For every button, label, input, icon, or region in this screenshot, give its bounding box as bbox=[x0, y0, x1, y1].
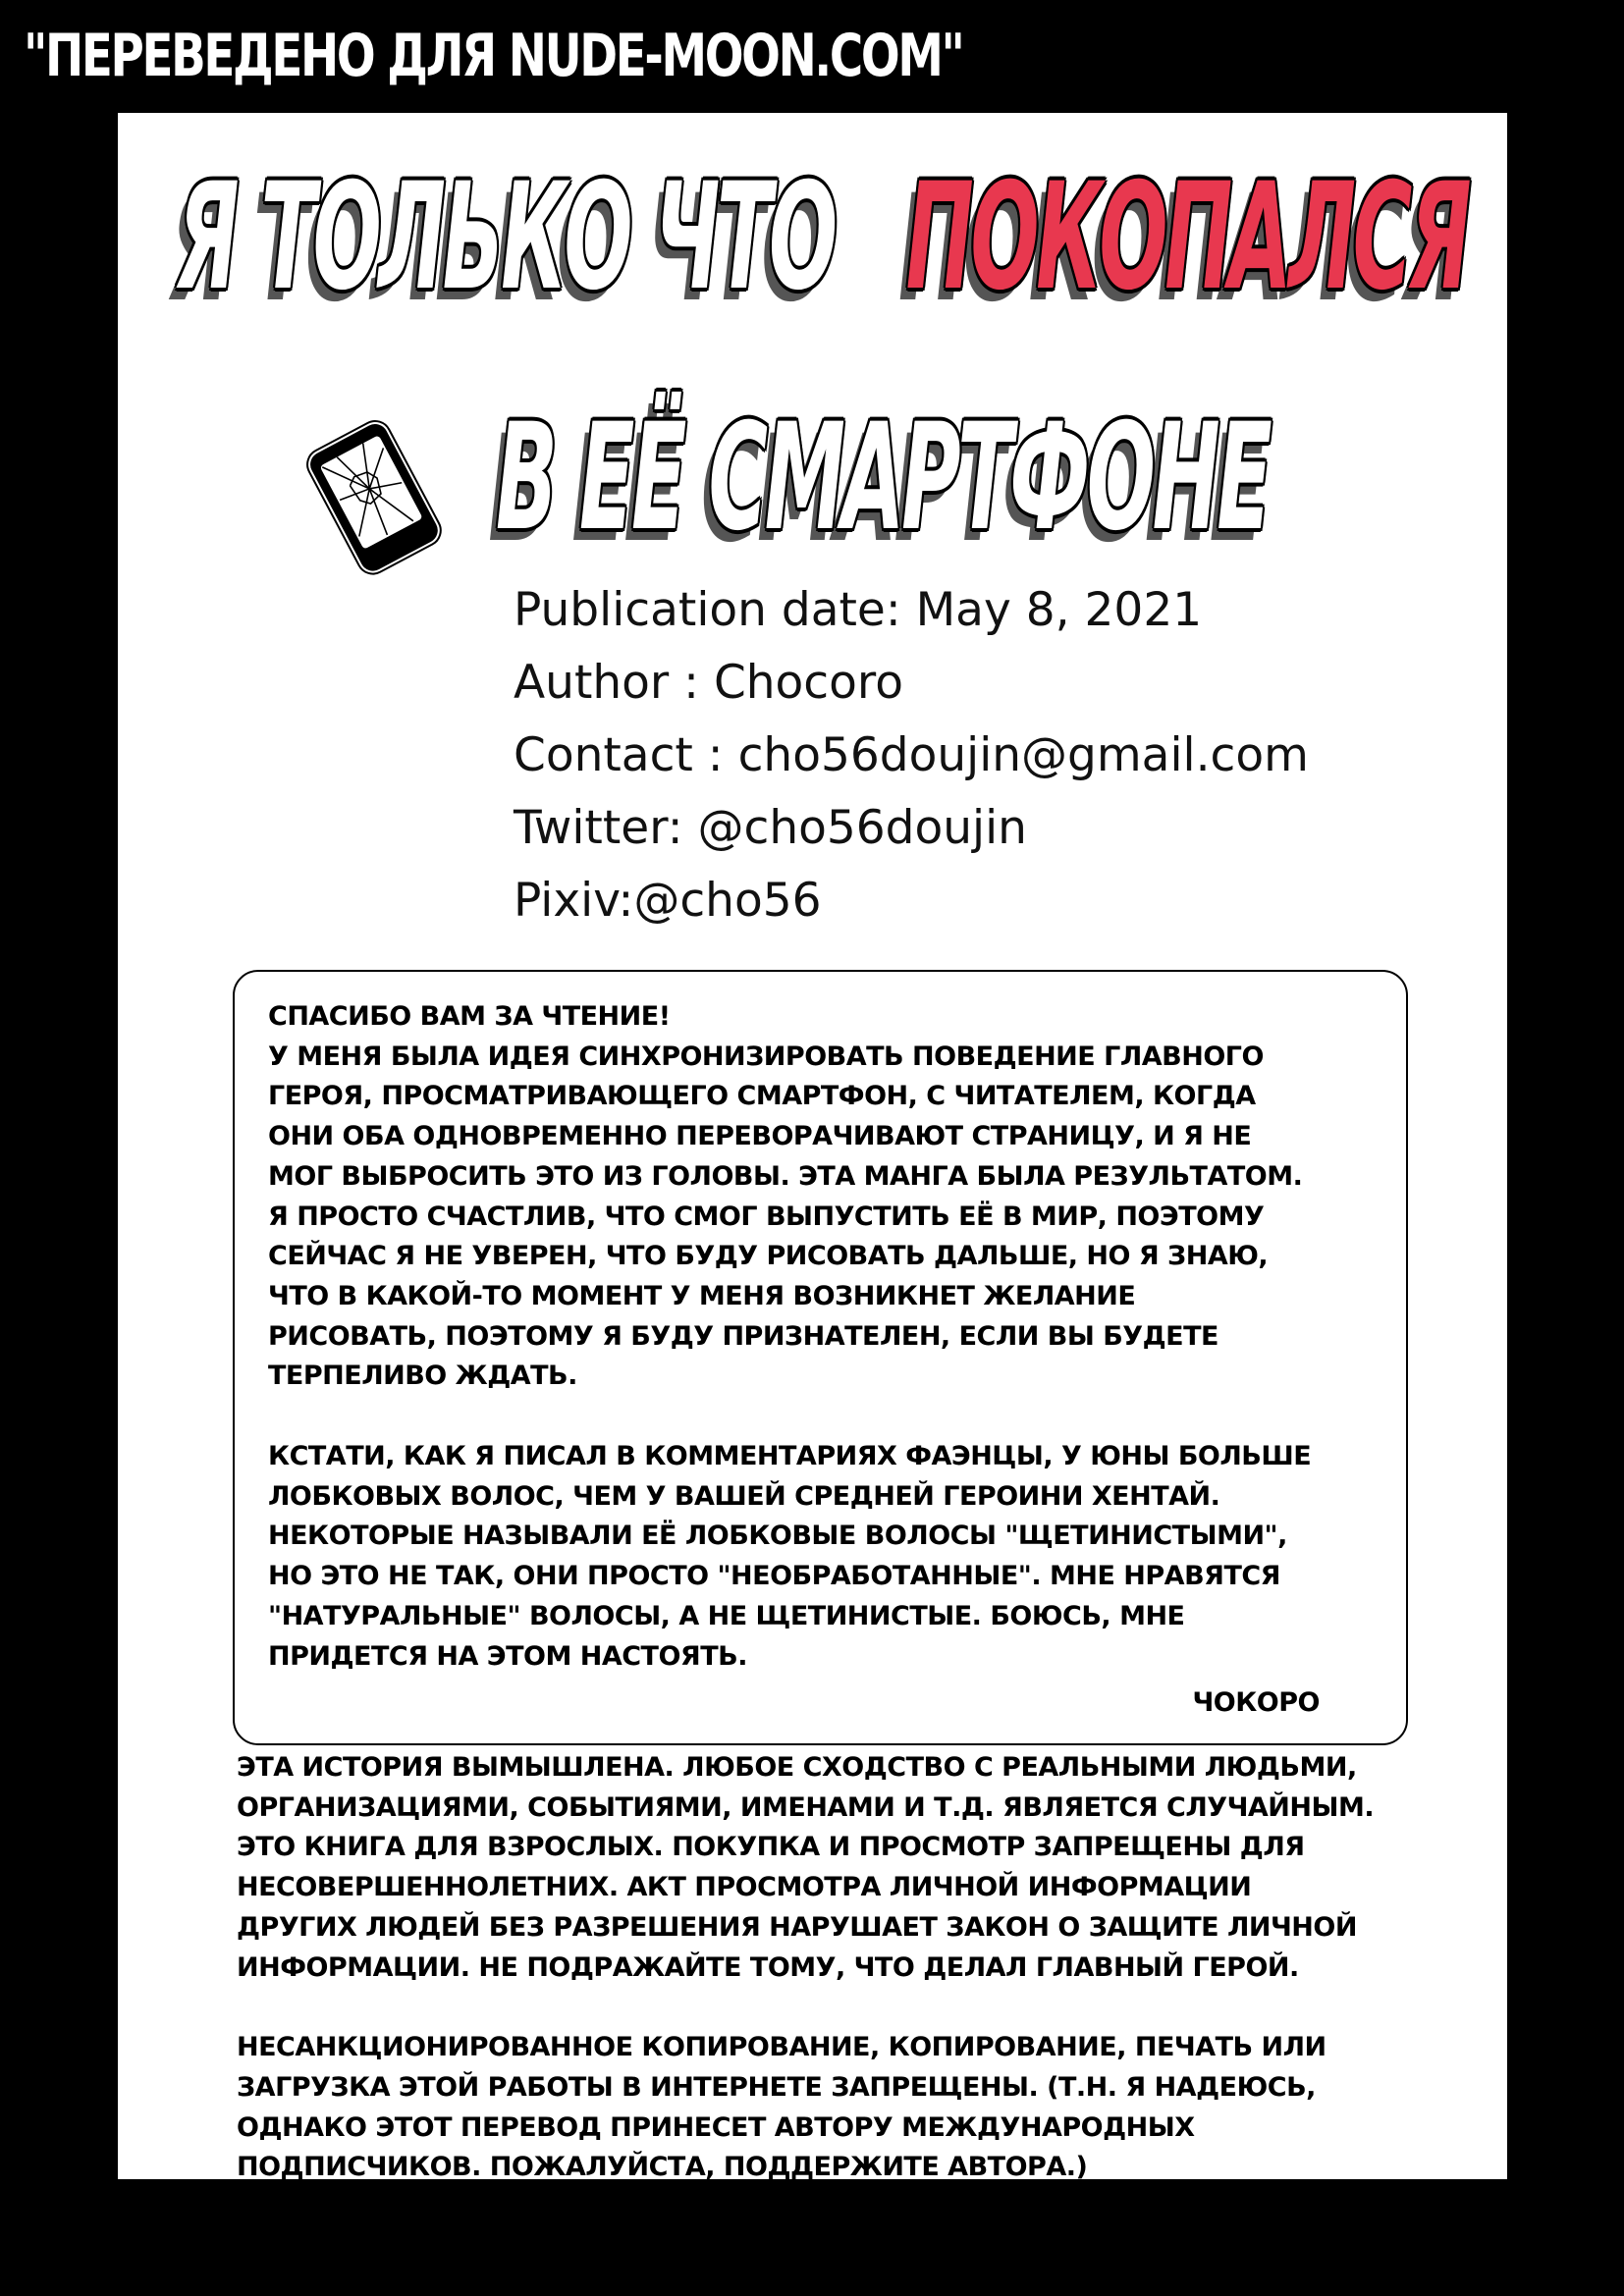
pixiv-handle: Pixiv:@cho56 bbox=[514, 874, 822, 928]
contact-email: Contact : cho56doujin@gmail.com bbox=[514, 728, 1309, 782]
author-note-paragraph-1: СПАСИБО ВАМ ЗА ЧТЕНИЕ! У МЕНЯ БЫЛА ИДЕЯ СИНХРОНИЗИРОВАТЬ ПОВЕДЕНИЕ ГЛАВНОГО ГЕРОЯ, ПРОСМАТРИВАЮЩЕГО СМАРТФОН, С ЧИТАТЕЛЕМ, КОГДА ОНИ ОБА ОДНОВРЕМЕННО ПЕРЕВОРАЧИВАЮТ СТРАНИЦУ, И Я НЕ МОГ ВЫБРОСИТЬ ЭТО ИЗ ГОЛОВЫ. ЭТА МАНГА БЫЛА РЕЗУЛЬТАТОМ. Я ПРОСТО СЧАСТЛИВ, ЧТО СМОГ ВЫПУСТИТЬ ЕЁ В МИР, ПОЭТОМУ СЕЙЧАС Я НЕ УВЕРЕН, ЧТО БУДУ РИСОВАТЬ ДАЛЬШЕ, НО Я ЗНАЮ, ЧТО В КАКОЙ-ТО МОМЕНТ У МЕНЯ ВОЗНИКНЕТ ЖЕЛАНИЕ РИСОВАТЬ, ПОЭТОМУ Я БУДУ ПРИЗНАТЕЛЕН, ЕСЛИ ВЫ БУДЕТЕ ТЕРПЕЛИВО ЖДАТЬ. bbox=[268, 1001, 1303, 1392]
publication-info bbox=[514, 574, 1309, 937]
title-line-1-white: Я ТОЛЬКО ЧТО bbox=[177, 152, 835, 323]
translator-watermark: "ПЕРЕВЕДЕНО ДЛЯ NUDE-MOON.COM" bbox=[24, 22, 963, 90]
author-note-body bbox=[268, 997, 1387, 1717]
title-line-2-text: В ЕЁ СМАРТФОНЕ bbox=[496, 393, 1270, 563]
twitter-handle: Twitter: @cho56doujin bbox=[514, 801, 1027, 855]
disclaimer-paragraph-1: ЭТА ИСТОРИЯ ВЫМЫШЛЕНА. ЛЮБОЕ СХОДСТВО С РЕАЛЬНЫМИ ЛЮДЬМИ, ОРГАНИЗАЦИЯМИ, СОБЫТИЯМИ, ИМЕНАМИ И Т.Д. ЯВЛЯЕТСЯ СЛУЧАЙНЫМ. ЭТО КНИГА ДЛЯ ВЗРОСЛЫХ. ПОКУПКА И ПРОСМОТР ЗАПРЕЩЕНЫ ДЛЯ НЕСОВЕРШЕННОЛЕТНИХ. АКТ ПРОСМОТРА ЛИЧНОЙ ИНФОРМАЦИИ ДРУГИХ ЛЮДЕЙ БЕЗ РАЗРЕШЕНИЯ НАРУШАЕТ ЗАКОН О ЗАЩИТЕ ЛИЧНОЙ ИНФОРМАЦИИ. НЕ ПОДРАЖАЙТЕ ТОМУ, ЧТО ДЕЛАЛ ГЛАВНЫЙ ГЕРОЙ. bbox=[237, 1752, 1375, 1983]
author-signature: ЧОКОРО bbox=[1192, 1687, 1320, 1718]
disclaimer-paragraph-2: НЕСАНКЦИОНИРОВАННОЕ КОПИРОВАНИЕ, КОПИРОВАНИЕ, ПЕЧАТЬ ИЛИ ЗАГРУЗКА ЭТОЙ РАБОТЫ В ИНТЕРНЕТЕ ЗАПРЕЩЕНЫ. (Т.Н. Я НАДЕЮСЬ, ОДНАКО ЭТОТ ПЕРЕВОД ПРИНЕСЕТ АВТОРУ МЕЖДУНАРОДНЫХ ПОДПИСЧИКОВ. ПОЖАЛУЙСТА, ПОДДЕРЖИТЕ АВТОРА.) bbox=[237, 2032, 1326, 2183]
author-note-box bbox=[233, 970, 1408, 1745]
smartphone-cracked-icon bbox=[295, 407, 452, 584]
legal-disclaimer bbox=[237, 1748, 1425, 2228]
title-line-2 bbox=[496, 393, 1269, 563]
publication-date: Publication date: May 8, 2021 bbox=[514, 583, 1203, 637]
cover-page bbox=[118, 113, 1507, 2183]
title-line-1 bbox=[177, 152, 1468, 323]
author: Author : Chocoro bbox=[514, 656, 903, 710]
title-line-1-red: ПОКОПАЛСЯ bbox=[905, 152, 1469, 323]
author-note-paragraph-2: КСТАТИ, КАК Я ПИСАЛ В КОММЕНТАРИЯХ ФАЭНЦЫ, У ЮНЫ БОЛЬШЕ ЛОБКОВЫХ ВОЛОС, ЧЕМ У ВАШЕЙ СРЕДНЕЙ ГЕРОИНИ ХЕНТАЙ. НЕКОТОРЫЕ НАЗЫВАЛИ ЕЁ ЛОБКОВЫЕ ВОЛОСЫ "ЩЕТИНИСТЫМИ", НО ЭТО НЕ ТАК, ОНИ ПРОСТО "НЕОБРАБОТАННЫЕ". МНЕ НРАВЯТСЯ "НАТУРАЛЬНЫЕ" ВОЛОСЫ, А НЕ ЩЕТИНИСТЫЕ. БОЮСЬ, МНЕ ПРИДЕТСЯ НА ЭТОМ НАСТОЯТЬ. bbox=[268, 1441, 1312, 1672]
